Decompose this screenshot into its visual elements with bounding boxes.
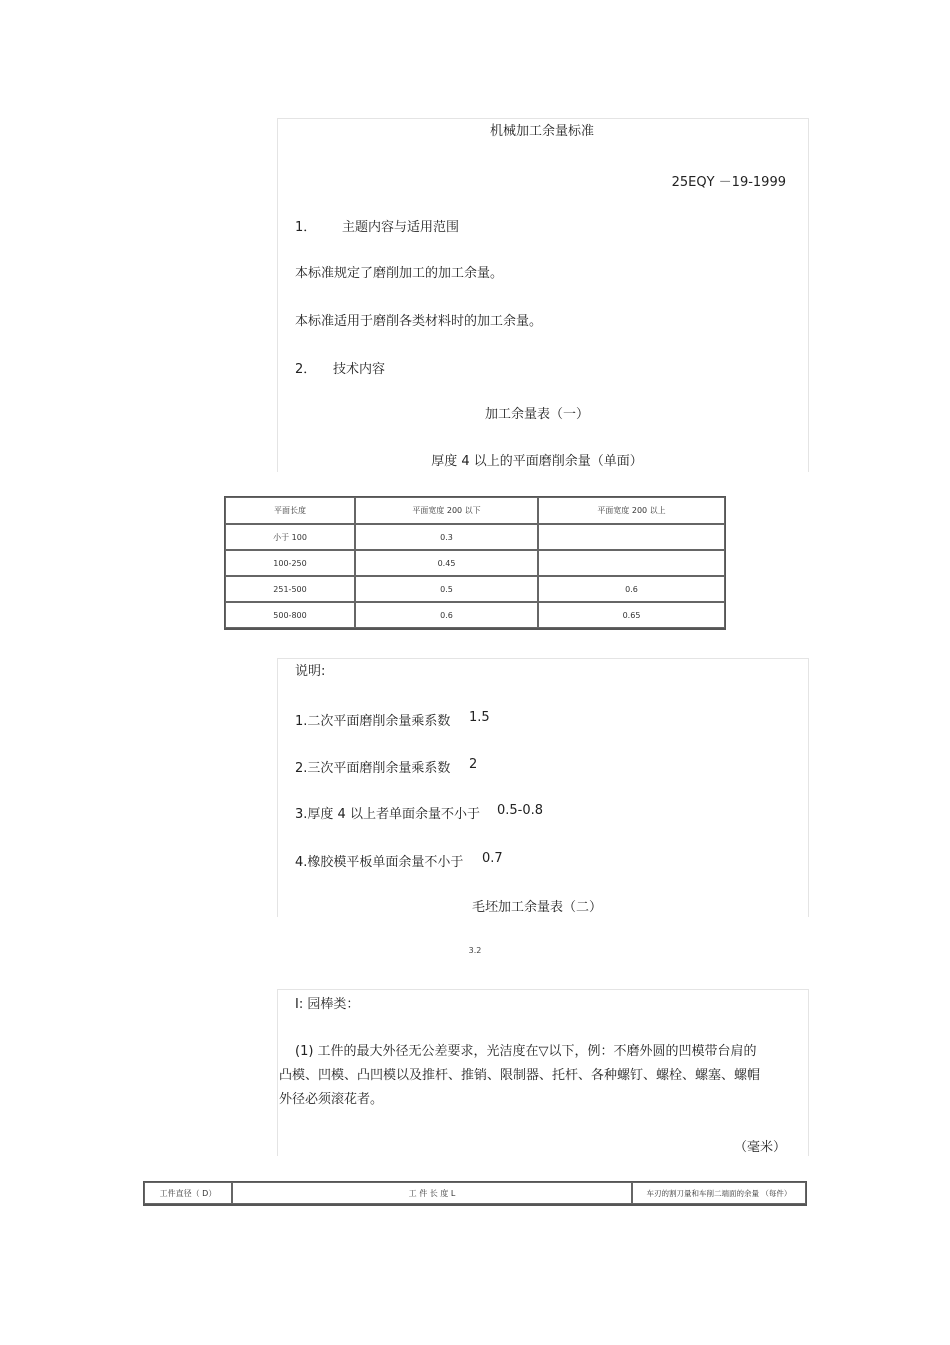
table-cell: 小于 100 <box>225 524 355 550</box>
table-header-cell: 工件直径（ D） <box>144 1182 232 1204</box>
text-frame-2 <box>277 658 809 917</box>
section-3-paragraph-line-1: (1) 工件的最大外径无公差要求，光洁度在▽以下，例：不磨外圆的凹模带台肩的 <box>295 1044 757 1059</box>
table-header-cell: 平面宽度 200 以下 <box>355 497 538 524</box>
paragraph-scope-1: 本标准规定了磨削加工的加工余量。 <box>295 266 504 281</box>
table-1 <box>224 496 726 629</box>
table-header-cell: 工 件 长 度 L <box>232 1182 632 1204</box>
table-header-cell: 车刃的割刀量和车削二端面的余量 （每件） <box>632 1182 806 1204</box>
table-1-subcaption: 厚度 4 以上的平面磨削余量（单面） <box>431 454 643 469</box>
section-3-paragraph-line-2: 凸模、凹模、凸凹模以及推杆、推销、限制器、托杆、各种螺钉、螺栓、螺塞、螺帽 <box>279 1068 761 1083</box>
table-row <box>144 1182 806 1204</box>
note-item-4: 4.橡胶模平板单面余量不小于 <box>295 855 464 870</box>
table-cell: 0.3 <box>355 524 538 550</box>
table-row <box>225 497 725 524</box>
table-cell <box>538 524 725 550</box>
table-cell: 0.6 <box>355 602 538 628</box>
page-number: 3.2 <box>468 946 482 955</box>
table-cell: 0.5 <box>355 576 538 602</box>
table-cell: 500-800 <box>225 602 355 628</box>
note-item-2: 2.三次平面磨削余量乘系数 <box>295 761 451 776</box>
note-item-2-value: 2 <box>469 757 478 772</box>
table-row <box>225 602 725 628</box>
table-header-cell: 平面宽度 200 以上 <box>538 497 725 524</box>
section-2-number: 2． <box>295 362 317 377</box>
note-item-1: 1.二次平面磨削余量乘系数 <box>295 714 451 729</box>
note-item-4-value: 0.7 <box>482 851 503 866</box>
table-cell: 251-500 <box>225 576 355 602</box>
notes-heading: 说明: <box>295 664 326 679</box>
section-1-number: 1． <box>295 220 317 235</box>
note-item-3: 3.厚度 4 以上者单面余量不小于 <box>295 807 480 822</box>
table-header-cell: 平面长度 <box>225 497 355 524</box>
note-item-1-value: 1.5 <box>469 710 490 725</box>
section-3-paragraph-line-3: 外径必须滚花者。 <box>279 1092 384 1107</box>
paragraph-scope-2: 本标准适用于磨削各类材料时的加工余量。 <box>295 314 543 329</box>
table-cell: 0.6 <box>538 576 725 602</box>
table-row <box>225 550 725 576</box>
section-2-title: 技术内容 <box>333 362 386 377</box>
section-1-title: 主题内容与适用范围 <box>342 220 460 235</box>
note-item-3-value: 0.5-0.8 <box>497 803 544 818</box>
table-2-caption: 毛坯加工余量表（二） <box>471 900 602 915</box>
document-title: 机械加工余量标准 <box>489 124 594 139</box>
standard-code: 25EQY －19-1999 <box>671 175 786 190</box>
table-row <box>225 524 725 550</box>
table-row <box>225 576 725 602</box>
section-3-heading: I: 园棒类： <box>295 997 360 1012</box>
table-2 <box>143 1181 807 1205</box>
table-cell: 100-250 <box>225 550 355 576</box>
table-cell: 0.65 <box>538 602 725 628</box>
table-cell: 0.45 <box>355 550 538 576</box>
unit-label: （毫米） <box>733 1140 786 1155</box>
table-1-caption: 加工余量表（一） <box>484 407 589 422</box>
table-cell <box>538 550 725 576</box>
